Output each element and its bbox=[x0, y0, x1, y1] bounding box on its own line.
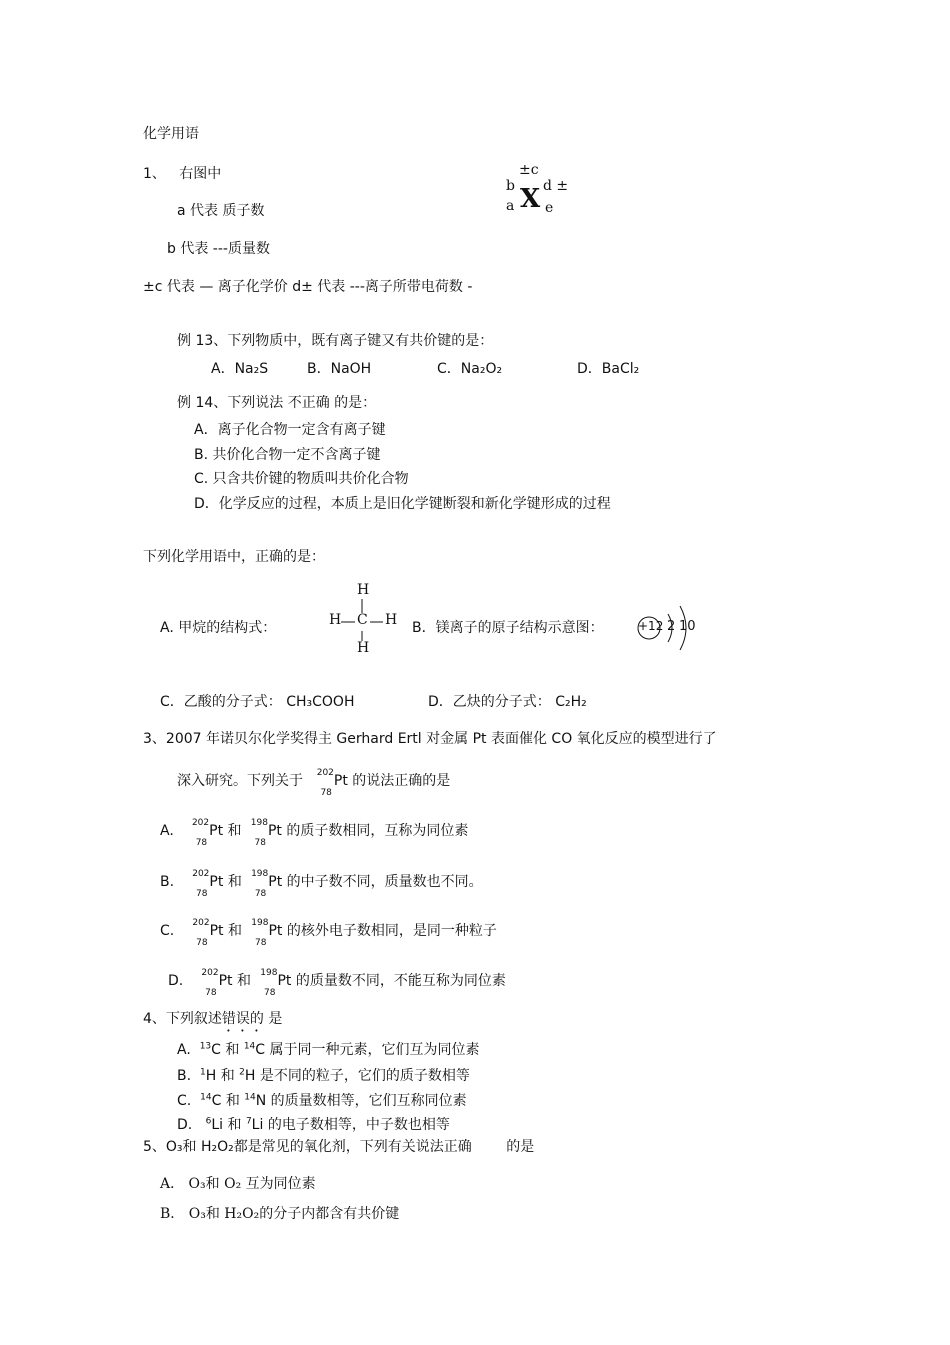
q3-option-b: B. 202 78 Pt 和 198 78 Pt 的中子数不同，质量数也不同。 bbox=[160, 869, 483, 899]
ex13-option-c: C．Na₂O₂ bbox=[437, 361, 503, 377]
q4-stem bbox=[143, 1009, 282, 1035]
isotope-pt-202: 202 78 bbox=[201, 968, 219, 998]
q1-a-line: a 代表 质子数 bbox=[177, 203, 265, 219]
q1-c-line: ±c 代表 — 离子化学价 d± 代表 ---离子所带电荷数 - bbox=[143, 279, 473, 295]
q3-d-label: D. bbox=[168, 973, 184, 989]
q4-option-b: B. $^1$H 和 $^2$H 是不同的粒子，它们的质子数相等 bbox=[177, 1067, 470, 1084]
q3-c-label: C. bbox=[160, 923, 175, 939]
q3-option-c: C. 202 78 Pt 和 198 78 Pt 的核外电子数相同，是同一种粒子 bbox=[160, 918, 497, 948]
q2-option-c: C．乙酸的分子式： CH₃COOH bbox=[160, 694, 355, 710]
ex14-option-d: D．化学反应的过程，本质上是旧化学键断裂和新化学键形成的过程 bbox=[194, 496, 611, 512]
ex13-option-d: D．BaCl₂ bbox=[577, 361, 640, 377]
doc-title: 化学用语 bbox=[143, 126, 199, 142]
q4-option-a: A. $^{13}$C 和 $^{14}$C 属于同一种元素，它们互为同位素 bbox=[177, 1041, 480, 1058]
methane-h-left: H bbox=[329, 612, 342, 628]
q2-option-b: B．镁离子的原子结构示意图： bbox=[412, 620, 604, 636]
q3-option-a: A. 202 78 Pt 和 198 78 Pt 的质子数相同，互称为同位素 bbox=[160, 818, 469, 848]
q3-d-text: 的质量数不同，不能互称为同位素 bbox=[295, 973, 506, 989]
q5-emphasis-dots bbox=[472, 1137, 502, 1157]
q3-b-label: B. bbox=[160, 874, 175, 890]
ex14-stem-mid: 不正确 bbox=[287, 395, 330, 411]
q4-option-d: D. $^6$Li 和 $^7$Li 的电子数相等，中子数也相等 bbox=[177, 1116, 450, 1133]
mg-nucleus: +12 bbox=[638, 619, 664, 633]
ex13-option-a: A．Na₂S bbox=[211, 361, 269, 377]
q5-stem-pre: 5、O₃和 H₂O₂都是常见的氧化剂，下列有关说法正确 bbox=[143, 1139, 472, 1155]
symbol-a: a bbox=[506, 198, 515, 214]
q3-line2-post: Pt 的说法正确的是 bbox=[333, 773, 451, 789]
q4-option-c: C. $^{14}$C 和 $^{14}$N 的质量数相等，它们互称同位素 bbox=[177, 1092, 467, 1109]
q1-text: 右图中 bbox=[179, 166, 222, 182]
nuclide-symbol-figure bbox=[505, 160, 585, 220]
mg-shell-2: 10 bbox=[679, 619, 696, 634]
symbol-charge-c: ±c bbox=[519, 162, 539, 178]
q5-option-a: A． O₃和 O₂ 互为同位素 bbox=[160, 1176, 316, 1192]
methane-c: C bbox=[357, 612, 368, 628]
q1-number: 1、 bbox=[143, 166, 166, 182]
q5-option-b: B． O₃和 H₂O₂的分子内都含有共价键 bbox=[160, 1206, 400, 1222]
ex14-option-c: C. 只含共价键的物质叫共价化合物 bbox=[194, 471, 409, 487]
symbol-b: b bbox=[506, 178, 515, 194]
ex14-stem-pre: 例 14、下列说法 bbox=[177, 395, 288, 411]
ex14-stem bbox=[177, 393, 376, 413]
mg-ion-diagram bbox=[632, 598, 702, 658]
q5-stem bbox=[143, 1137, 534, 1157]
q2-option-a: A. 甲烷的结构式： bbox=[160, 620, 277, 636]
isotope-pt-198: 198 78 bbox=[260, 968, 278, 998]
q3-line-2 bbox=[177, 768, 451, 798]
isotope-pt-198: 198 78 bbox=[251, 869, 269, 899]
ex14-stem-post: 的是： bbox=[329, 395, 377, 411]
q4-stem-pre: 4、下列叙述 bbox=[143, 1011, 222, 1027]
symbol-d: d ± bbox=[543, 178, 569, 194]
q3-line-1: 3、2007 年诺贝尔化学奖得主 Gerhard Ertl 对金属 Pt 表面催化 CO 氧化反应的模型进行了 bbox=[143, 731, 717, 747]
methane-h-right: H bbox=[385, 612, 398, 628]
methane-h-bottom: H bbox=[357, 640, 370, 656]
methane-h-top: H bbox=[357, 582, 370, 598]
ex14-option-a: A．离子化合物一定含有离子键 bbox=[194, 422, 386, 438]
q3-a-text: 的质子数相同，互称为同位素 bbox=[286, 823, 469, 839]
q5-stem-post: 的是 bbox=[501, 1139, 535, 1155]
q2-stem: 下列化学用语中，正确的是： bbox=[143, 549, 325, 565]
symbol-x: X bbox=[520, 184, 541, 214]
isotope-pt-202: 202 78 bbox=[192, 869, 210, 899]
isotope-pt-202: 202 78 bbox=[316, 768, 334, 798]
q1-line bbox=[143, 164, 221, 184]
q3-c-text: 的核外电子数相同，是同一种粒子 bbox=[286, 923, 497, 939]
isotope-pt-202: 202 78 bbox=[191, 818, 210, 848]
methane-structure-figure bbox=[326, 582, 398, 658]
q1-b-line: b 代表 ---质量数 bbox=[167, 241, 270, 257]
q3-line2-pre: 深入研究。下列关于 bbox=[177, 773, 303, 789]
q2-option-d: D．乙炔的分子式： C₂H₂ bbox=[428, 694, 587, 710]
methane-bonds bbox=[326, 582, 398, 658]
isotope-pt-198: 198 78 bbox=[250, 818, 268, 848]
isotope-pt-198: 198 78 bbox=[251, 918, 269, 948]
ex13-stem: 例 13、下列物质中，既有离子键又有共价键的是： bbox=[177, 333, 494, 349]
symbol-e: e bbox=[545, 200, 554, 216]
q4-stem-emphasis: 错误的 bbox=[221, 1011, 264, 1027]
q3-option-d: D. 202 78 Pt 和 198 78 Pt 的质量数不同，不能互称为同位素 bbox=[168, 968, 506, 998]
isotope-pt-202: 202 78 bbox=[192, 918, 210, 948]
ex13-option-b: B．NaOH bbox=[307, 361, 372, 377]
q3-b-text: 的中子数不同，质量数也不同。 bbox=[286, 874, 483, 890]
q3-a-label: A. bbox=[160, 823, 174, 839]
mg-shell-1: 2 bbox=[667, 619, 676, 634]
q4-stem-post: 是 bbox=[263, 1011, 283, 1027]
ex14-option-b: B. 共价化合物一定不含离子键 bbox=[194, 447, 381, 463]
